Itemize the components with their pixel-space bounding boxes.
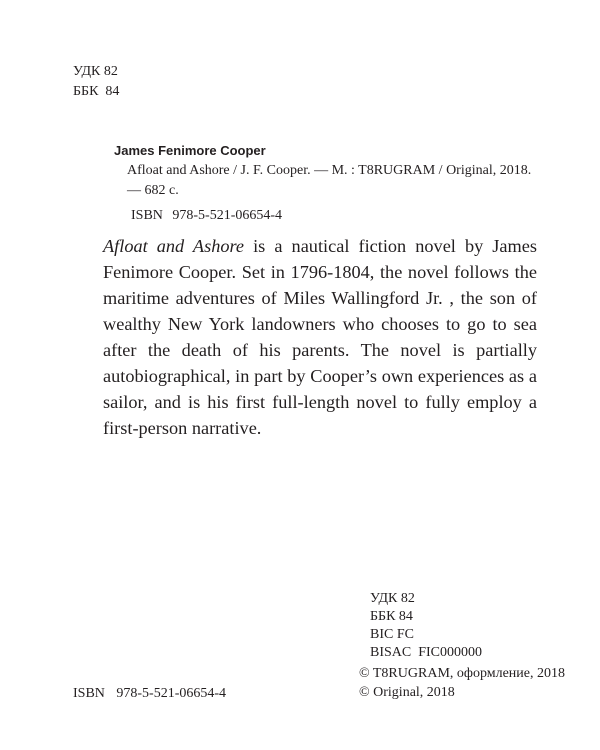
bbk-code: ББК 84	[370, 609, 413, 624]
bibliographic-record: Afloat and Ashore / J. F. Cooper. — M. : T8RUGRAM / Original, 2018. — 682 c.	[127, 163, 532, 198]
bbk-code: ББК 84	[73, 84, 120, 99]
author-name: James Fenimore Cooper	[114, 143, 266, 158]
book-title: Afloat and Ashore	[103, 236, 245, 256]
isbn-top: ISBN 978-5-521-06654-4	[131, 208, 283, 223]
bic-code: BIC FC	[370, 627, 414, 642]
copyright-line: © Original, 2018	[359, 685, 455, 700]
udk-code: УДК 82	[370, 591, 415, 606]
copyright-block	[359, 664, 565, 702]
book-description	[103, 233, 537, 441]
udk-code: УДК 82	[73, 64, 118, 79]
bisac-code: BISAC FIC000000	[370, 645, 483, 660]
bottom-classification	[370, 590, 482, 662]
top-classification	[73, 62, 119, 102]
description-text: is a nautical fiction novel by James Fenimore Cooper. Set in 1796-1804, the novel follows the maritime adventures of Miles Wallingford Jr. , the son of wealthy New York landowners who chooses to go to sea after the death of his parents. The novel is partially autobiographical, in part by Cooper’s own experiences as a sailor, and is his first full-length novel to fully employ a first-person narrative.	[103, 236, 537, 438]
isbn-bottom: ISBN 978-5-521-06654-4	[73, 686, 227, 701]
copyright-line: © T8RUGRAM, оформление, 2018	[359, 666, 566, 681]
